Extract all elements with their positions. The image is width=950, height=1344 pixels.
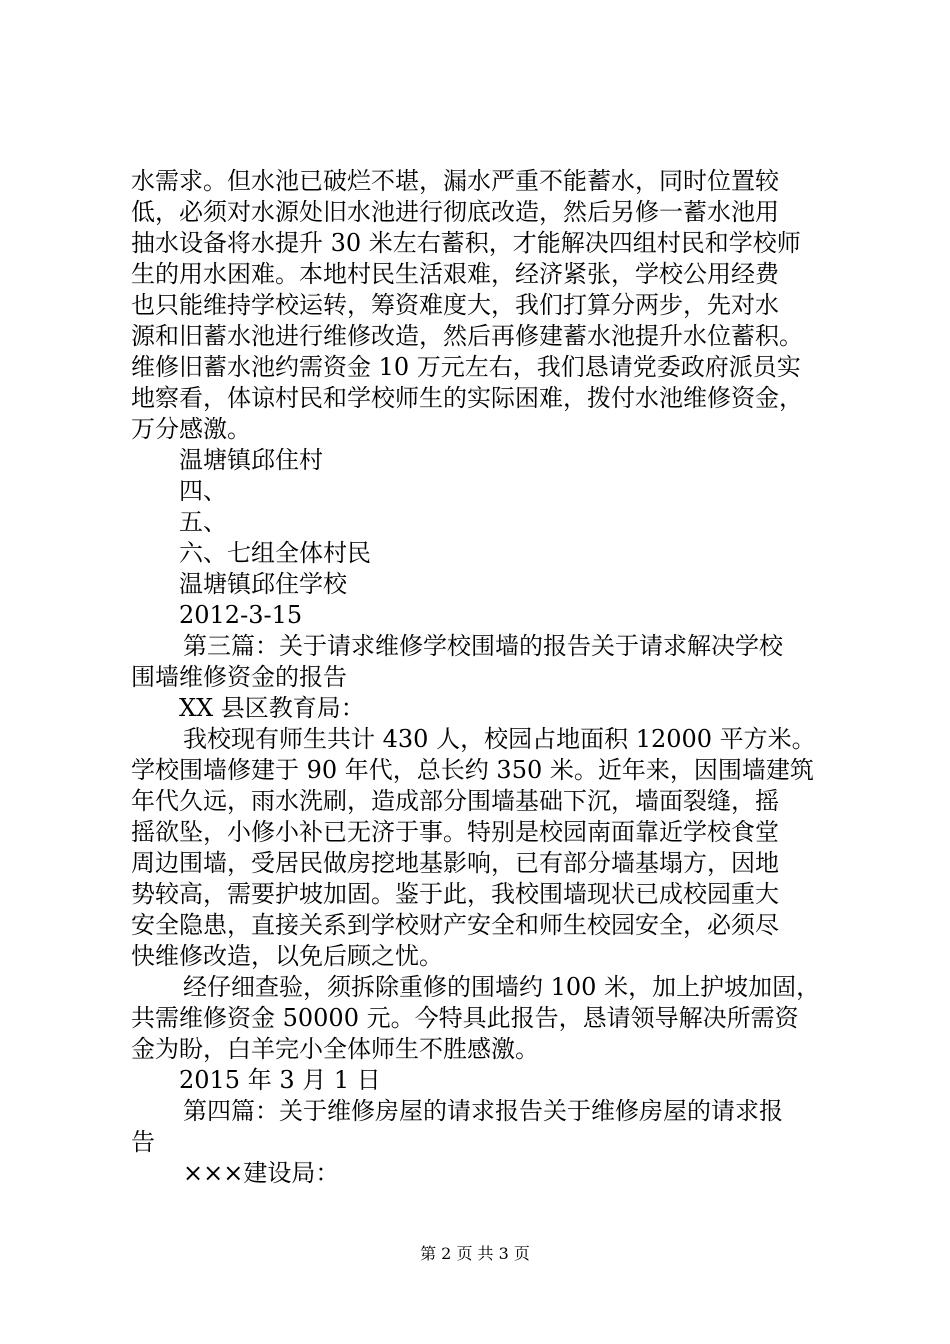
text-line: 维修旧蓄水池约需资金 10 万元左右，我们恳请党委政府派员实	[131, 353, 801, 381]
text-line: 万分感激。	[131, 415, 251, 443]
text-line: 经仔细查验，须拆除重修的围墙约 100 米，加上护坡加固，	[183, 973, 821, 1001]
signature-group-line: 五、	[179, 508, 227, 536]
signature-group-line: 四、	[179, 477, 227, 505]
text-line: 地察看，体谅村民和学校师生的实际困难，拨付水池维修资金，	[131, 384, 803, 412]
text-line: 共需维修资金 50000 元。今特具此报告，恳请领导解决所需资	[131, 1004, 799, 1032]
text-line: 安全隐患，直接关系到学校财产安全和师生校园安全，必须尽	[131, 911, 779, 939]
text-line: 周边围墙，受居民做房挖地基影响，已有部分墙基塌方，因地	[131, 849, 779, 877]
text-line: 势较高，需要护坡加固。鉴于此，我校围墙现状已成校园重大	[131, 880, 779, 908]
text-line: 年代久远，雨水洗刷，造成部分围墙基础下沉，墙面裂缝，摇	[131, 787, 779, 815]
text-line: 学校围墙修建于 90 年代，总长约 350 米。近年来，因围墙建筑	[131, 756, 814, 784]
section-heading-3: 第三篇：关于请求维修学校围墙的报告关于请求解决学校	[183, 632, 783, 660]
section-heading-4-cont: 告	[131, 1128, 155, 1156]
text-line: 抽水设备将水提升 30 米左右蓄积，才能解决四组村民和学校师	[131, 229, 801, 257]
section-heading-4: 第四篇：关于维修房屋的请求报告关于维修房屋的请求报	[183, 1097, 783, 1125]
page-footer	[0, 1244, 950, 1264]
section-heading-3-cont: 围墙维修资金的报告	[131, 663, 347, 691]
text-line: 水需求。但水池已破烂不堪，漏水严重不能蓄水，同时位置较	[131, 167, 779, 195]
date-line: 2012-3-15	[179, 601, 303, 629]
date-line: 2015 年 3 月 1 日	[179, 1066, 381, 1094]
text-line: 生的用水困难。本地村民生活艰难，经济紧张，学校公用经费	[131, 260, 779, 288]
text-line: 金为盼，白羊完小全体师生不胜感激。	[131, 1035, 539, 1063]
text-line: 也只能维持学校运转，筹资难度大，我们打算分两步，先对水	[131, 291, 779, 319]
text-line: 低，必须对水源处旧水池进行彻底改造，然后另修一蓄水池用	[131, 198, 779, 226]
text-line: 摇欲坠，小修小补已无济于事。特别是校园南面靠近学校食堂	[131, 818, 779, 846]
text-line: 我校现有师生共计 430 人，校园占地面积 12000 平方米。	[183, 725, 816, 753]
document-body	[131, 166, 851, 1189]
addressee: XX 县区教育局：	[179, 694, 365, 722]
signature-group-line: 六、七组全体村民	[179, 539, 371, 567]
signature-village: 温塘镇邱住村	[179, 446, 323, 474]
page-number-label: 第 2 页 共 3 页	[420, 1244, 530, 1263]
addressee: ×××建设局：	[183, 1159, 340, 1187]
text-line: 源和旧蓄水池进行维修改造，然后再修建蓄水池提升水位蓄积。	[131, 322, 803, 350]
text-line: 快维修改造，以免后顾之忧。	[131, 942, 443, 970]
signature-school: 温塘镇邱住学校	[179, 570, 347, 598]
